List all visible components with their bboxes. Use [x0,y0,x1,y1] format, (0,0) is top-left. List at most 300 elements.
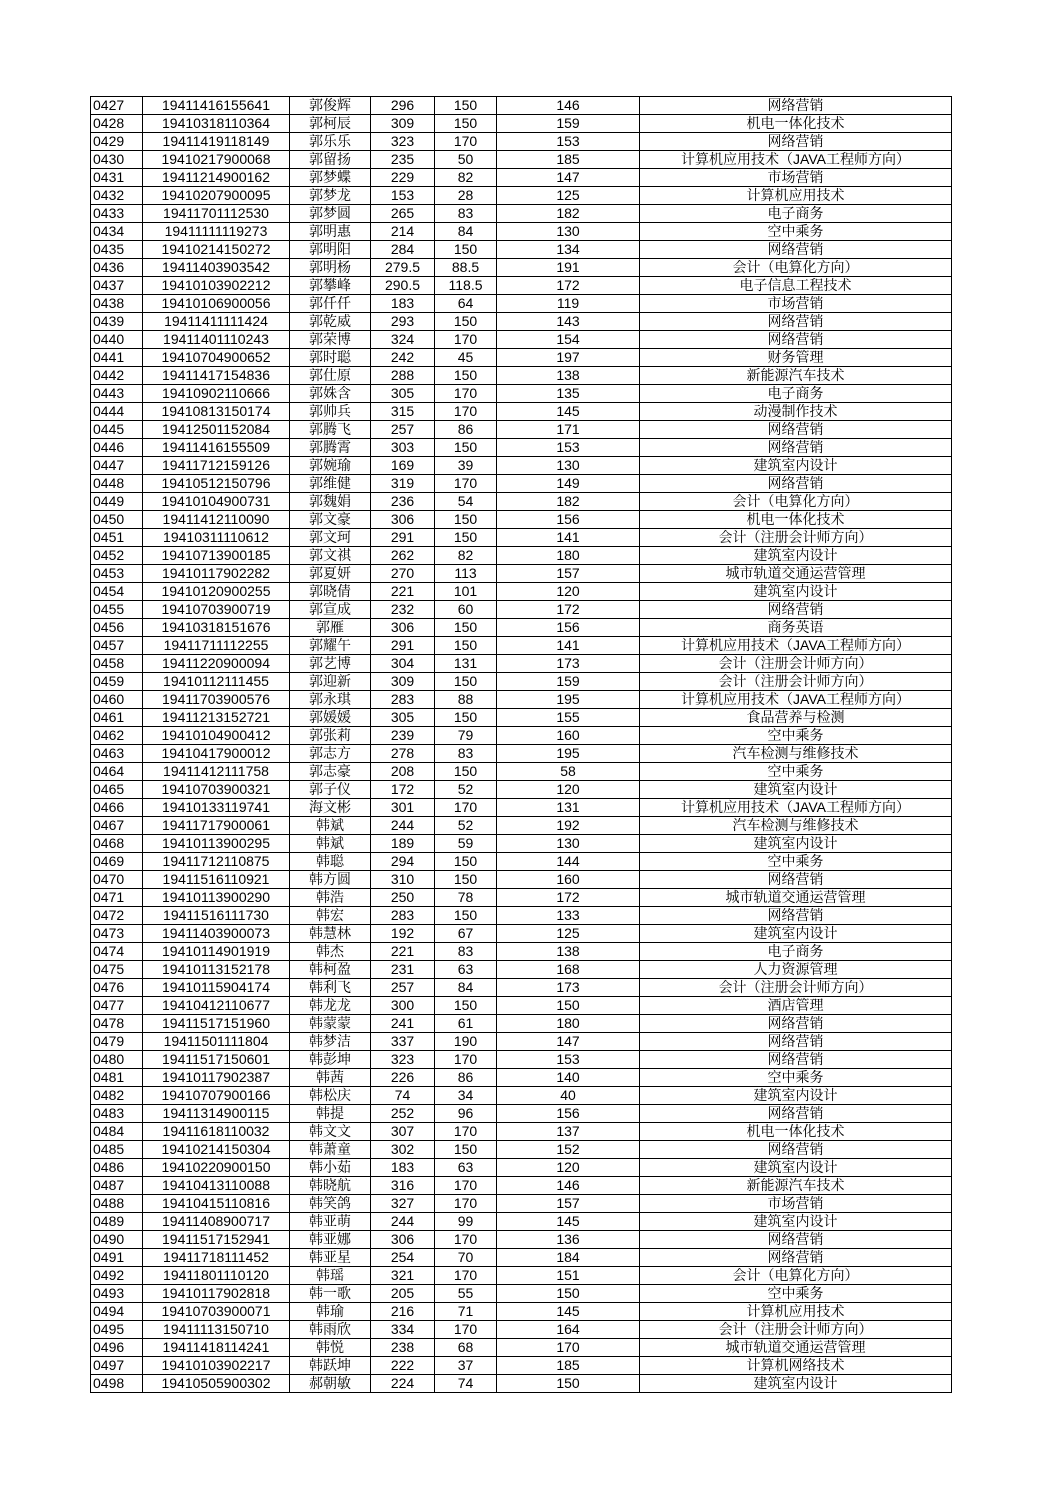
name-cell: 郭艺博 [290,655,371,673]
major-cell: 空中乘务 [640,763,952,781]
test-score-cell: 173 [497,979,640,997]
exam-id-cell: 19410114901919 [143,943,290,961]
row-number-cell: 0474 [91,943,143,961]
major-cell: 计算机网络技术 [640,1357,952,1375]
exam-id-cell: 19412501152084 [143,421,290,439]
table-row [91,853,952,871]
total-score-cell: 262 [371,547,435,565]
bonus-score-cell: 150 [435,673,497,691]
test-score-cell: 172 [497,277,640,295]
major-cell: 计算机应用技术 [640,187,952,205]
name-cell: 郭腾霄 [290,439,371,457]
exam-id-cell: 19410214150272 [143,241,290,259]
name-cell: 郭维健 [290,475,371,493]
total-score-cell: 324 [371,331,435,349]
major-cell: 空中乘务 [640,223,952,241]
major-cell: 网络营销 [640,907,952,925]
exam-id-cell: 19410703900071 [143,1303,290,1321]
name-cell: 郭乐乐 [290,133,371,151]
bonus-score-cell: 170 [435,385,497,403]
table-row [91,907,952,925]
name-cell: 郭媛媛 [290,709,371,727]
table-row [91,259,952,277]
exam-id-cell: 19410117902282 [143,565,290,583]
total-score-cell: 241 [371,1015,435,1033]
total-score-cell: 238 [371,1339,435,1357]
bonus-score-cell: 60 [435,601,497,619]
row-number-cell: 0453 [91,565,143,583]
total-score-cell: 183 [371,295,435,313]
table-row [91,205,952,223]
major-cell: 会计（注册会计师方向） [640,529,952,547]
table-row [91,871,952,889]
name-cell: 郭魏娟 [290,493,371,511]
table-row [91,1321,952,1339]
bonus-score-cell: 68 [435,1339,497,1357]
name-cell: 韩利飞 [290,979,371,997]
major-cell: 建筑室内设计 [640,1213,952,1231]
test-score-cell: 185 [497,151,640,169]
total-score-cell: 291 [371,637,435,655]
major-cell: 会计（注册会计师方向） [640,1321,952,1339]
row-number-cell: 0472 [91,907,143,925]
row-number-cell: 0480 [91,1051,143,1069]
table-row [91,241,952,259]
exam-id-cell: 19410505900302 [143,1375,290,1393]
total-score-cell: 296 [371,97,435,115]
test-score-cell: 136 [497,1231,640,1249]
name-cell: 郭梦蝶 [290,169,371,187]
bonus-score-cell: 170 [435,1123,497,1141]
major-cell: 空中乘务 [640,853,952,871]
name-cell: 郭梦龙 [290,187,371,205]
exam-id-cell: 19411220900094 [143,655,290,673]
major-cell: 机电一体化技术 [640,511,952,529]
exam-id-cell: 19411801110120 [143,1267,290,1285]
exam-id-cell: 19411712159126 [143,457,290,475]
total-score-cell: 319 [371,475,435,493]
table-row [91,943,952,961]
table-row [91,565,952,583]
table-row [91,673,952,691]
table-row [91,295,952,313]
major-cell: 计算机应用技术（JAVA工程师方向） [640,691,952,709]
major-cell: 电子商务 [640,385,952,403]
table-row [91,1303,952,1321]
row-number-cell: 0462 [91,727,143,745]
major-cell: 会计（注册会计师方向） [640,655,952,673]
name-cell: 韩柯盈 [290,961,371,979]
exam-id-cell: 19411701112530 [143,205,290,223]
name-cell: 郭明杨 [290,259,371,277]
bonus-score-cell: 34 [435,1087,497,1105]
test-score-cell: 157 [497,565,640,583]
table-row [91,1267,952,1285]
table-row [91,583,952,601]
test-score-cell: 156 [497,511,640,529]
name-cell: 郭明惠 [290,223,371,241]
exam-id-cell: 19410318110364 [143,115,290,133]
row-number-cell: 0467 [91,817,143,835]
table-row [91,187,952,205]
row-number-cell: 0447 [91,457,143,475]
exam-id-cell: 19410217900068 [143,151,290,169]
row-number-cell: 0496 [91,1339,143,1357]
total-score-cell: 301 [371,799,435,817]
row-number-cell: 0468 [91,835,143,853]
bonus-score-cell: 52 [435,781,497,799]
table-row [91,403,952,421]
name-cell: 韩龙龙 [290,997,371,1015]
test-score-cell: 58 [497,763,640,781]
total-score-cell: 337 [371,1033,435,1051]
table-row [91,745,952,763]
total-score-cell: 221 [371,583,435,601]
total-score-cell: 229 [371,169,435,187]
bonus-score-cell: 78 [435,889,497,907]
major-cell: 空中乘务 [640,727,952,745]
major-cell: 空中乘务 [640,1069,952,1087]
major-cell: 计算机应用技术（JAVA工程师方向） [640,151,952,169]
exam-id-cell: 19411516110921 [143,871,290,889]
bonus-score-cell: 101 [435,583,497,601]
table-body [91,97,952,1393]
bonus-score-cell: 170 [435,475,497,493]
table-row [91,835,952,853]
total-score-cell: 231 [371,961,435,979]
bonus-score-cell: 170 [435,1321,497,1339]
row-number-cell: 0489 [91,1213,143,1231]
name-cell: 郭荣博 [290,331,371,349]
total-score-cell: 323 [371,133,435,151]
bonus-score-cell: 28 [435,187,497,205]
major-cell: 网络营销 [640,1033,952,1051]
table-row [91,367,952,385]
row-number-cell: 0427 [91,97,143,115]
row-number-cell: 0490 [91,1231,143,1249]
row-number-cell: 0446 [91,439,143,457]
bonus-score-cell: 79 [435,727,497,745]
bonus-score-cell: 150 [435,97,497,115]
test-score-cell: 146 [497,97,640,115]
exam-id-cell: 19410214150304 [143,1141,290,1159]
major-cell: 网络营销 [640,475,952,493]
name-cell: 郭雁 [290,619,371,637]
exam-id-cell: 19410412110677 [143,997,290,1015]
major-cell: 新能源汽车技术 [640,1177,952,1195]
major-cell: 网络营销 [640,601,952,619]
row-number-cell: 0466 [91,799,143,817]
bonus-score-cell: 170 [435,1195,497,1213]
total-score-cell: 214 [371,223,435,241]
exam-id-cell: 19411516111730 [143,907,290,925]
exam-id-cell: 19411711112255 [143,637,290,655]
bonus-score-cell: 52 [435,817,497,835]
row-number-cell: 0488 [91,1195,143,1213]
name-cell: 韩浩 [290,889,371,907]
name-cell: 郭夏妍 [290,565,371,583]
row-number-cell: 0483 [91,1105,143,1123]
total-score-cell: 192 [371,925,435,943]
exam-id-cell: 19410703900719 [143,601,290,619]
table-row [91,763,952,781]
bonus-score-cell: 63 [435,1159,497,1177]
exam-id-cell: 19410318151676 [143,619,290,637]
name-cell: 郝朝敏 [290,1375,371,1393]
major-cell: 电子商务 [640,943,952,961]
major-cell: 城市轨道交通运营管理 [640,889,952,907]
exam-id-cell: 19410104900731 [143,493,290,511]
test-score-cell: 147 [497,1033,640,1051]
exam-id-cell: 19410113900290 [143,889,290,907]
table-row [91,781,952,799]
bonus-score-cell: 118.5 [435,277,497,295]
exam-id-cell: 19410415110816 [143,1195,290,1213]
exam-id-cell: 19411403900073 [143,925,290,943]
row-number-cell: 0457 [91,637,143,655]
major-cell: 动漫制作技术 [640,403,952,421]
table-row [91,655,952,673]
exam-id-cell: 19410707900166 [143,1087,290,1105]
bonus-score-cell: 84 [435,223,497,241]
exam-id-cell: 19410207900095 [143,187,290,205]
exam-id-cell: 19410417900012 [143,745,290,763]
bonus-score-cell: 83 [435,205,497,223]
table-row [91,97,952,115]
row-number-cell: 0431 [91,169,143,187]
table-row [91,115,952,133]
table-row [91,475,952,493]
major-cell: 建筑室内设计 [640,1159,952,1177]
bonus-score-cell: 71 [435,1303,497,1321]
major-cell: 网络营销 [640,1249,952,1267]
major-cell: 财务管理 [640,349,952,367]
total-score-cell: 323 [371,1051,435,1069]
major-cell: 市场营销 [640,295,952,313]
major-cell: 建筑室内设计 [640,1375,952,1393]
exam-id-cell: 19411416155509 [143,439,290,457]
row-number-cell: 0454 [91,583,143,601]
exam-id-cell: 19411416155641 [143,97,290,115]
bonus-score-cell: 83 [435,943,497,961]
name-cell: 韩蒙蒙 [290,1015,371,1033]
table-row [91,223,952,241]
name-cell: 郭文祺 [290,547,371,565]
exam-id-cell: 19410103902212 [143,277,290,295]
test-score-cell: 130 [497,223,640,241]
bonus-score-cell: 190 [435,1033,497,1051]
exam-id-cell: 19411111119273 [143,223,290,241]
row-number-cell: 0471 [91,889,143,907]
row-number-cell: 0464 [91,763,143,781]
exam-id-cell: 19411412110090 [143,511,290,529]
bonus-score-cell: 59 [435,835,497,853]
bonus-score-cell: 150 [435,313,497,331]
test-score-cell: 125 [497,925,640,943]
major-cell: 建筑室内设计 [640,583,952,601]
name-cell: 郭帅兵 [290,403,371,421]
name-cell: 郭文豪 [290,511,371,529]
table-row [91,727,952,745]
test-score-cell: 173 [497,655,640,673]
table-row [91,925,952,943]
bonus-score-cell: 150 [435,1141,497,1159]
total-score-cell: 226 [371,1069,435,1087]
bonus-score-cell: 50 [435,151,497,169]
name-cell: 郭明阳 [290,241,371,259]
test-score-cell: 157 [497,1195,640,1213]
total-score-cell: 294 [371,853,435,871]
total-score-cell: 252 [371,1105,435,1123]
name-cell: 韩一歌 [290,1285,371,1303]
test-score-cell: 137 [497,1123,640,1141]
test-score-cell: 170 [497,1339,640,1357]
table-row [91,1069,952,1087]
name-cell: 郭永琪 [290,691,371,709]
test-score-cell: 159 [497,673,640,691]
test-score-cell: 156 [497,619,640,637]
table-row [91,1213,952,1231]
name-cell: 郭张莉 [290,727,371,745]
exam-id-cell: 19411703900576 [143,691,290,709]
major-cell: 电子信息工程技术 [640,277,952,295]
major-cell: 网络营销 [640,1105,952,1123]
table-row [91,493,952,511]
total-score-cell: 279.5 [371,259,435,277]
exam-id-cell: 19411718111452 [143,1249,290,1267]
bonus-score-cell: 86 [435,1069,497,1087]
major-cell: 网络营销 [640,871,952,889]
major-cell: 机电一体化技术 [640,1123,952,1141]
total-score-cell: 302 [371,1141,435,1159]
major-cell: 建筑室内设计 [640,1087,952,1105]
test-score-cell: 153 [497,133,640,151]
name-cell: 郭志方 [290,745,371,763]
test-score-cell: 191 [497,259,640,277]
total-score-cell: 250 [371,889,435,907]
total-score-cell: 224 [371,1375,435,1393]
bonus-score-cell: 170 [435,331,497,349]
exam-id-cell: 19410117902387 [143,1069,290,1087]
test-score-cell: 182 [497,493,640,511]
bonus-score-cell: 88.5 [435,259,497,277]
exam-id-cell: 19410813150174 [143,403,290,421]
total-score-cell: 283 [371,907,435,925]
bonus-score-cell: 99 [435,1213,497,1231]
total-score-cell: 205 [371,1285,435,1303]
exam-id-cell: 19410704900652 [143,349,290,367]
major-cell: 市场营销 [640,1195,952,1213]
total-score-cell: 306 [371,1231,435,1249]
test-score-cell: 120 [497,781,640,799]
name-cell: 郭时聪 [290,349,371,367]
exam-id-cell: 19410413110088 [143,1177,290,1195]
bonus-score-cell: 150 [435,529,497,547]
test-score-cell: 160 [497,727,640,745]
name-cell: 韩亚娜 [290,1231,371,1249]
name-cell: 郭仕原 [290,367,371,385]
total-score-cell: 290.5 [371,277,435,295]
bonus-score-cell: 82 [435,169,497,187]
major-cell: 网络营销 [640,331,952,349]
major-cell: 建筑室内设计 [640,547,952,565]
test-score-cell: 131 [497,799,640,817]
test-score-cell: 164 [497,1321,640,1339]
table-row [91,169,952,187]
total-score-cell: 208 [371,763,435,781]
name-cell: 韩悦 [290,1339,371,1357]
major-cell: 电子商务 [640,205,952,223]
table-row [91,511,952,529]
row-number-cell: 0440 [91,331,143,349]
test-score-cell: 182 [497,205,640,223]
name-cell: 郭柯辰 [290,115,371,133]
name-cell: 韩雨欣 [290,1321,371,1339]
table-row [91,277,952,295]
major-cell: 网络营销 [640,1141,952,1159]
major-cell: 会计（注册会计师方向） [640,673,952,691]
name-cell: 郭留扬 [290,151,371,169]
exam-id-cell: 19411412111758 [143,763,290,781]
bonus-score-cell: 170 [435,1267,497,1285]
major-cell: 网络营销 [640,97,952,115]
total-score-cell: 327 [371,1195,435,1213]
bonus-score-cell: 150 [435,241,497,259]
total-score-cell: 235 [371,151,435,169]
exam-id-cell: 19411712110875 [143,853,290,871]
table-row [91,1231,952,1249]
test-score-cell: 185 [497,1357,640,1375]
exam-id-cell: 19411213152721 [143,709,290,727]
major-cell: 会计（电算化方向） [640,493,952,511]
total-score-cell: 303 [371,439,435,457]
table-row [91,709,952,727]
name-cell: 韩跃坤 [290,1357,371,1375]
total-score-cell: 305 [371,709,435,727]
row-number-cell: 0492 [91,1267,143,1285]
table-row [91,1123,952,1141]
admission-score-table [90,96,952,1393]
name-cell: 韩斌 [290,835,371,853]
major-cell: 计算机应用技术 [640,1303,952,1321]
row-number-cell: 0463 [91,745,143,763]
name-cell: 韩笑鸽 [290,1195,371,1213]
row-number-cell: 0460 [91,691,143,709]
bonus-score-cell: 170 [435,1231,497,1249]
name-cell: 韩彭坤 [290,1051,371,1069]
bonus-score-cell: 67 [435,925,497,943]
major-cell: 人力资源管理 [640,961,952,979]
major-cell: 建筑室内设计 [640,781,952,799]
total-score-cell: 221 [371,943,435,961]
major-cell: 建筑室内设计 [640,835,952,853]
name-cell: 韩瑶 [290,1267,371,1285]
name-cell: 韩梦洁 [290,1033,371,1051]
table-row [91,691,952,709]
major-cell: 会计（电算化方向） [640,1267,952,1285]
total-score-cell: 254 [371,1249,435,1267]
name-cell: 郭仟仟 [290,295,371,313]
table-row [91,349,952,367]
row-number-cell: 0452 [91,547,143,565]
name-cell: 韩方圆 [290,871,371,889]
test-score-cell: 180 [497,1015,640,1033]
bonus-score-cell: 88 [435,691,497,709]
total-score-cell: 304 [371,655,435,673]
table-row [91,385,952,403]
table-row [91,997,952,1015]
total-score-cell: 236 [371,493,435,511]
